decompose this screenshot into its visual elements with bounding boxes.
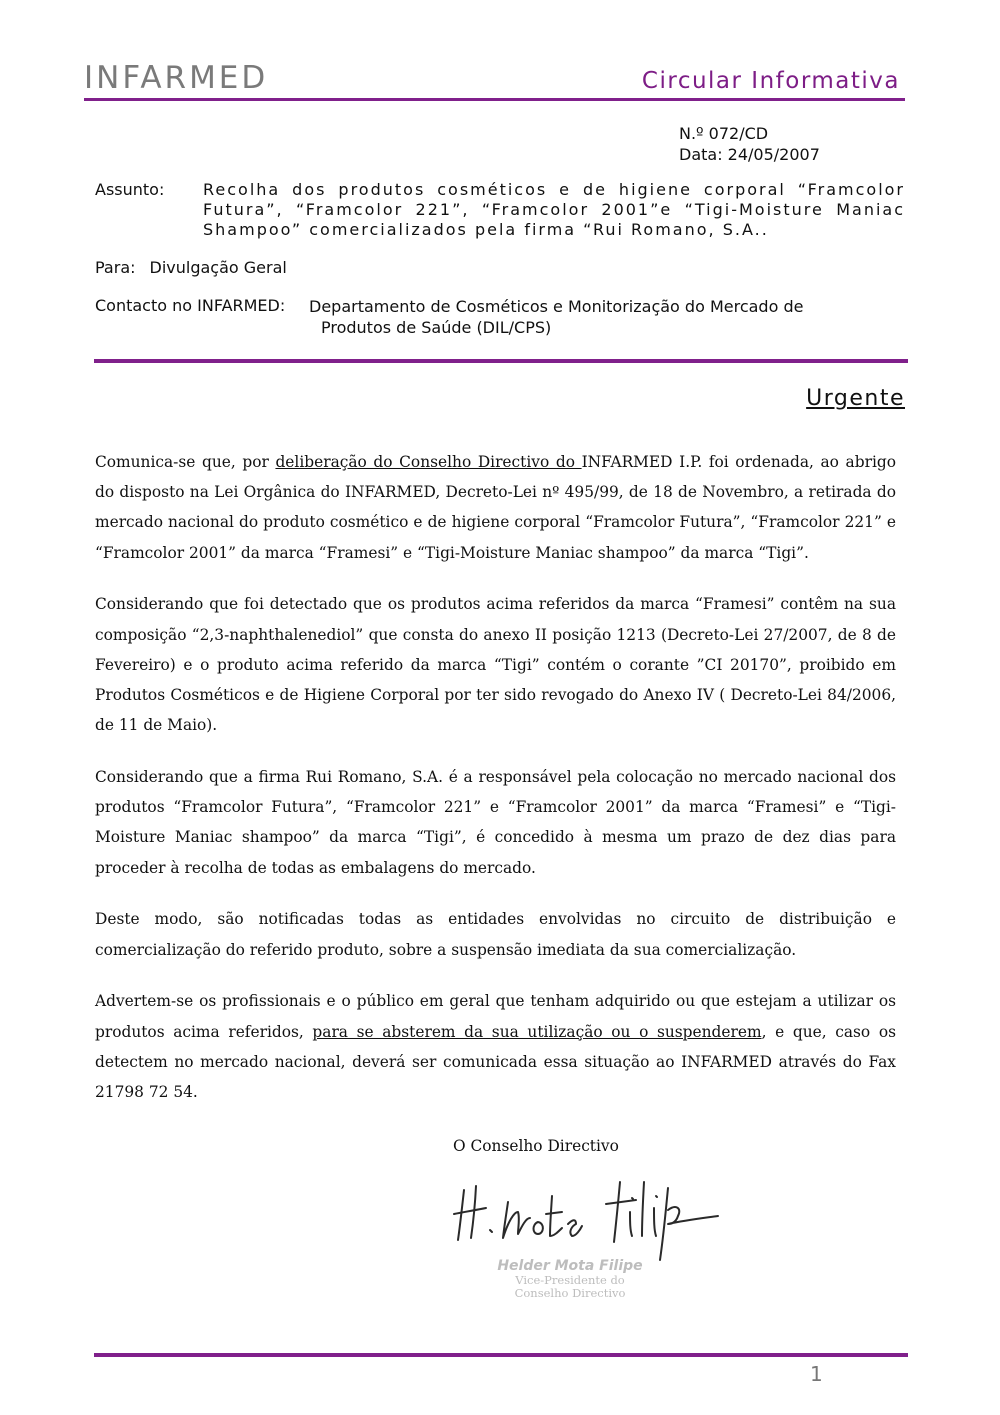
document-type: Circular Informativa (641, 68, 900, 94)
recipient-value: Divulgação Geral (149, 258, 287, 277)
signature-stamp (470, 1258, 670, 1300)
subject-label: Assunto: (95, 180, 165, 199)
contact-line-2: Produtos de Saúde (DIL/CPS) (321, 318, 552, 337)
recipient-line (95, 258, 287, 277)
circular-date: Data: 24/05/2007 (679, 145, 820, 164)
section-divider (94, 359, 908, 363)
underlined-phrase: para se absterem da sua utilização ou o suspenderem (312, 1022, 762, 1041)
brand-logo-text: INFARMED (84, 60, 269, 96)
contact-department (309, 296, 889, 338)
contact-label: Contacto no INFARMED: (95, 296, 286, 315)
contact-line-1: Departamento de Cosméticos e Monitorização do Mercado de (309, 297, 804, 316)
footer-divider (94, 1353, 908, 1357)
stamp-name: Helder Mota Filipe (497, 1258, 643, 1274)
body-paragraph-3: Considerando que a firma Rui Romano, S.A. é a responsável pela colocação no mercado nacional dos produtos “Framcolor Futura”, “Framcolor 221” e “Framcolor 2001” da marca “Framesi” e “Tigi-Moisture Maniac shampoo” da marca “Tigi”, é concedido à mesma um prazo de dez dias para proceder à recolha de todas as embalagens do mercado. (95, 768, 896, 877)
circular-body (95, 447, 896, 1129)
urgency-heading: Urgente (806, 386, 905, 411)
body-paragraph-4: Deste modo, são notificadas todas as entidades envolvidas no circuito de distribuição e comercialização do referido produto, sobre a suspensão imediata da sua comercialização. (95, 910, 896, 959)
council-signoff: O Conselho Directivo (453, 1137, 619, 1155)
header-divider (84, 98, 905, 101)
subject-text: Recolha dos produtos cosméticos e de higiene corporal “Framcolor Futura”, “Framcolor 221”, “Framcolor 2001”e “Tigi-Moisture Maniac Shampoo” comercializados pela firma “Rui Romano, S.A.. (203, 180, 905, 239)
body-paragraph-1: Comunica-se que, por deliberação do Conselho Directivo do INFARMED I.P. foi ordenada, ao abrigo do disposto na Lei Orgânica do INFARMED, Decreto-Lei nº 495/99, de 18 de Novembro, a retirada do mercado nacional do produto cosmético e de higiene corporal “Framcolor Futura”, “Framcolor 221” e “Framcolor 2001” da marca “Framesi” e “Tigi-Moisture Maniac shampoo” da marca “Tigi”. (95, 453, 896, 562)
document-meta (679, 123, 820, 165)
stamp-title-1: Vice-Presidente do (515, 1273, 625, 1287)
underlined-phrase: deliberação do Conselho Directivo do (275, 453, 582, 471)
page-number: 1 (810, 1362, 823, 1386)
stamp-title-2: Conselho Directivo (514, 1286, 626, 1300)
body-paragraph-5: Advertem-se os profissionais e o público em geral que tenham adquirido ou que estejam a utilizar os produtos acima referidos, para se absterem da sua utilização ou o suspenderem, e que, caso os detectem no mercado nacional, deverá ser comunicada essa situação ao INFARMED através do Fax 21798 72 54. (95, 992, 896, 1102)
circular-number: N.º 072/CD (679, 124, 769, 143)
recipient-label: Para: (95, 258, 136, 277)
body-paragraph-2: Considerando que foi detectado que os produtos acima referidos da marca “Framesi” contêm na sua composição “2,3-naphthalenediol” que consta do anexo II posição 1213 (Decreto-Lei 27/2007, de 8 de Fevereiro) e o produto acima referido da marca “Tigi” contém o corante ”CI 20170”, proibido em Produtos Cosméticos e de Higiene Corporal por ter sido revogado do Anexo IV ( Decreto-Lei 84/2006, de 11 de Maio). (95, 595, 896, 735)
